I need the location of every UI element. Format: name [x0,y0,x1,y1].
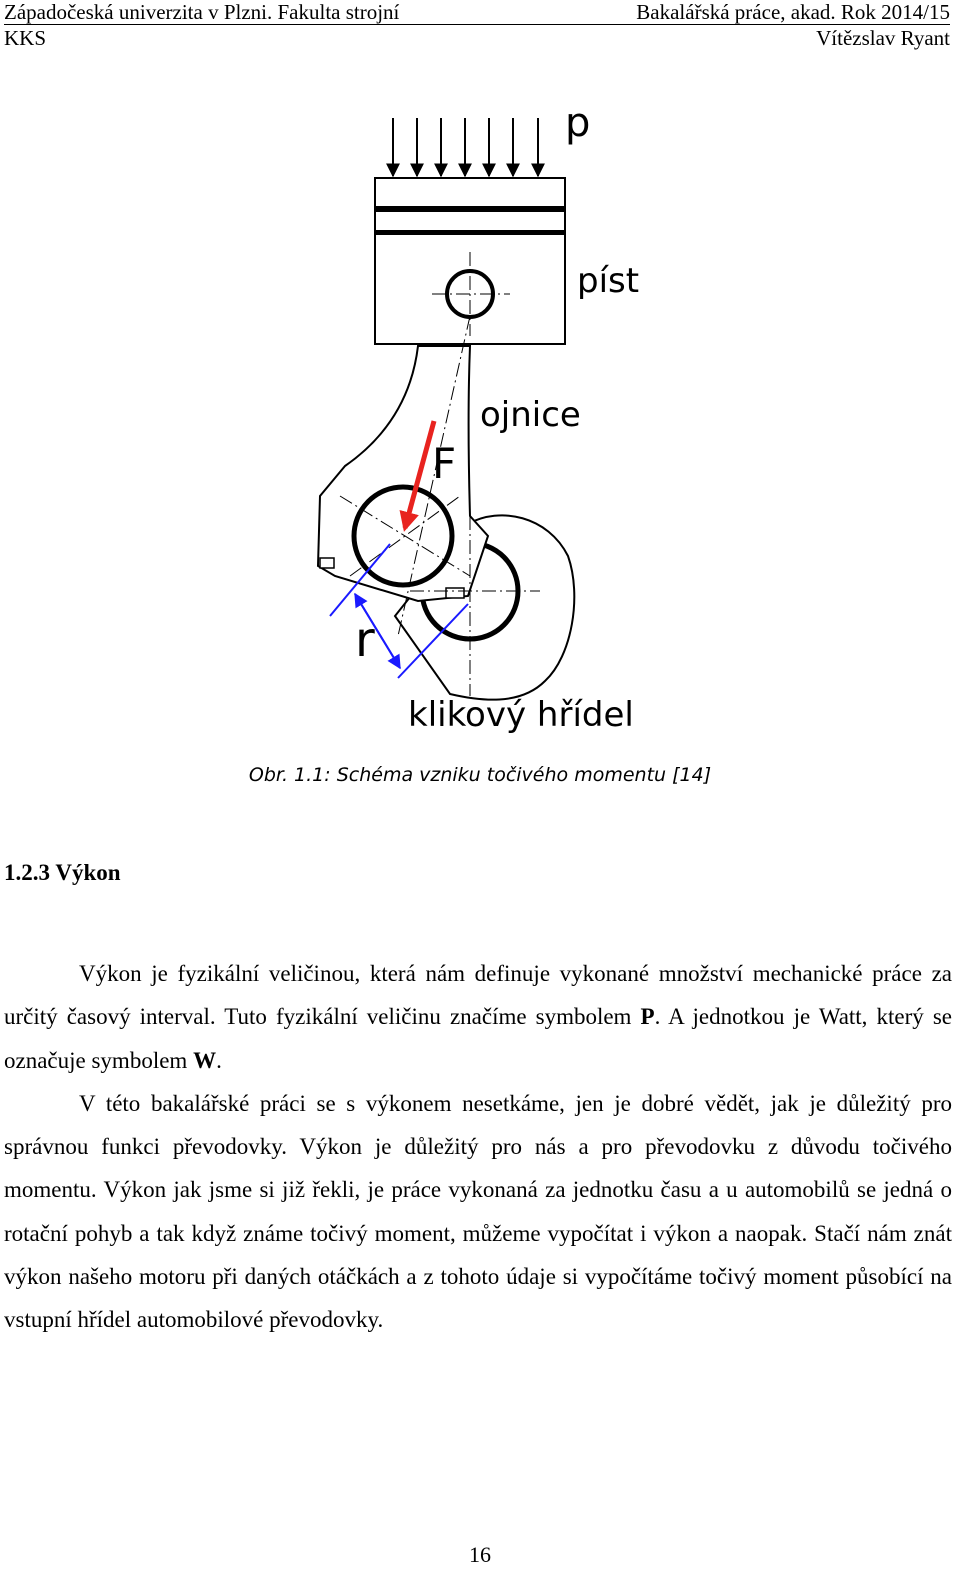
header-university: Západočeská univerzita v Plzni. Fakulta strojní [4,0,400,24]
label-piston: píst [577,261,640,301]
label-pressure: p [565,100,591,146]
paragraph-1 [4,952,952,1082]
page-number: 16 [469,1542,491,1567]
header-author: Vítězslav Ryant [816,26,950,50]
running-header-bottom [4,26,950,50]
paragraph-2: V této bakalářské práci se s výkonem nesetkáme, jen je dobré vědět, jak je důležitý pro správnou funkci převodovky. Výkon je důležitý pro nás a pro převodovku z důvodu točivého momentu. Výkon jak jsme si již řekli, je práce vykonaná za jednotku času a u automobilů se jedná o rotační pohyb a tak když známe točivý moment, můžeme vypočítat i výkon a naopak. Stačí nám znát výkon našeho motoru při daných otáčkách a z tohoto údaje si vypočítáme točivý moment působící na vstupní hřídel automobilové převodovky. [4,1090,952,1333]
label-crankshaft: klikový hřídel [408,695,634,735]
figure-torque-schema [0,96,960,746]
section-heading: 1.2.3 Výkon [4,860,121,885]
symbol-watt: W [193,1047,217,1073]
running-header-top [4,0,950,25]
label-force: F [432,439,457,488]
paragraph-1-text-c: . [216,1047,222,1073]
header-thesis: Bakalářská práce, akad. Rok 2014/15 [636,0,950,24]
pressure-arrows [393,118,538,176]
label-radius: r [355,612,375,668]
header-department: KKS [4,26,47,50]
crank-mechanism-diagram [0,96,960,746]
paragraph-1-text-b: . A jednotkou je Watt, který se označuje symbolem [4,1004,952,1073]
symbol-power: P [640,1004,655,1030]
label-rod: ojnice [480,395,581,435]
section-body [4,952,952,1342]
figure-caption: Obr. 1.1: Schéma vzniku točivého momentu [14] [248,764,712,786]
paragraph-1-text-a: Výkon je fyzikální veličinou, která nám definuje vykonané množství mechanické práce za určitý časový interval. Tuto fyzikální veličinu značíme symbolem [4,961,952,1030]
